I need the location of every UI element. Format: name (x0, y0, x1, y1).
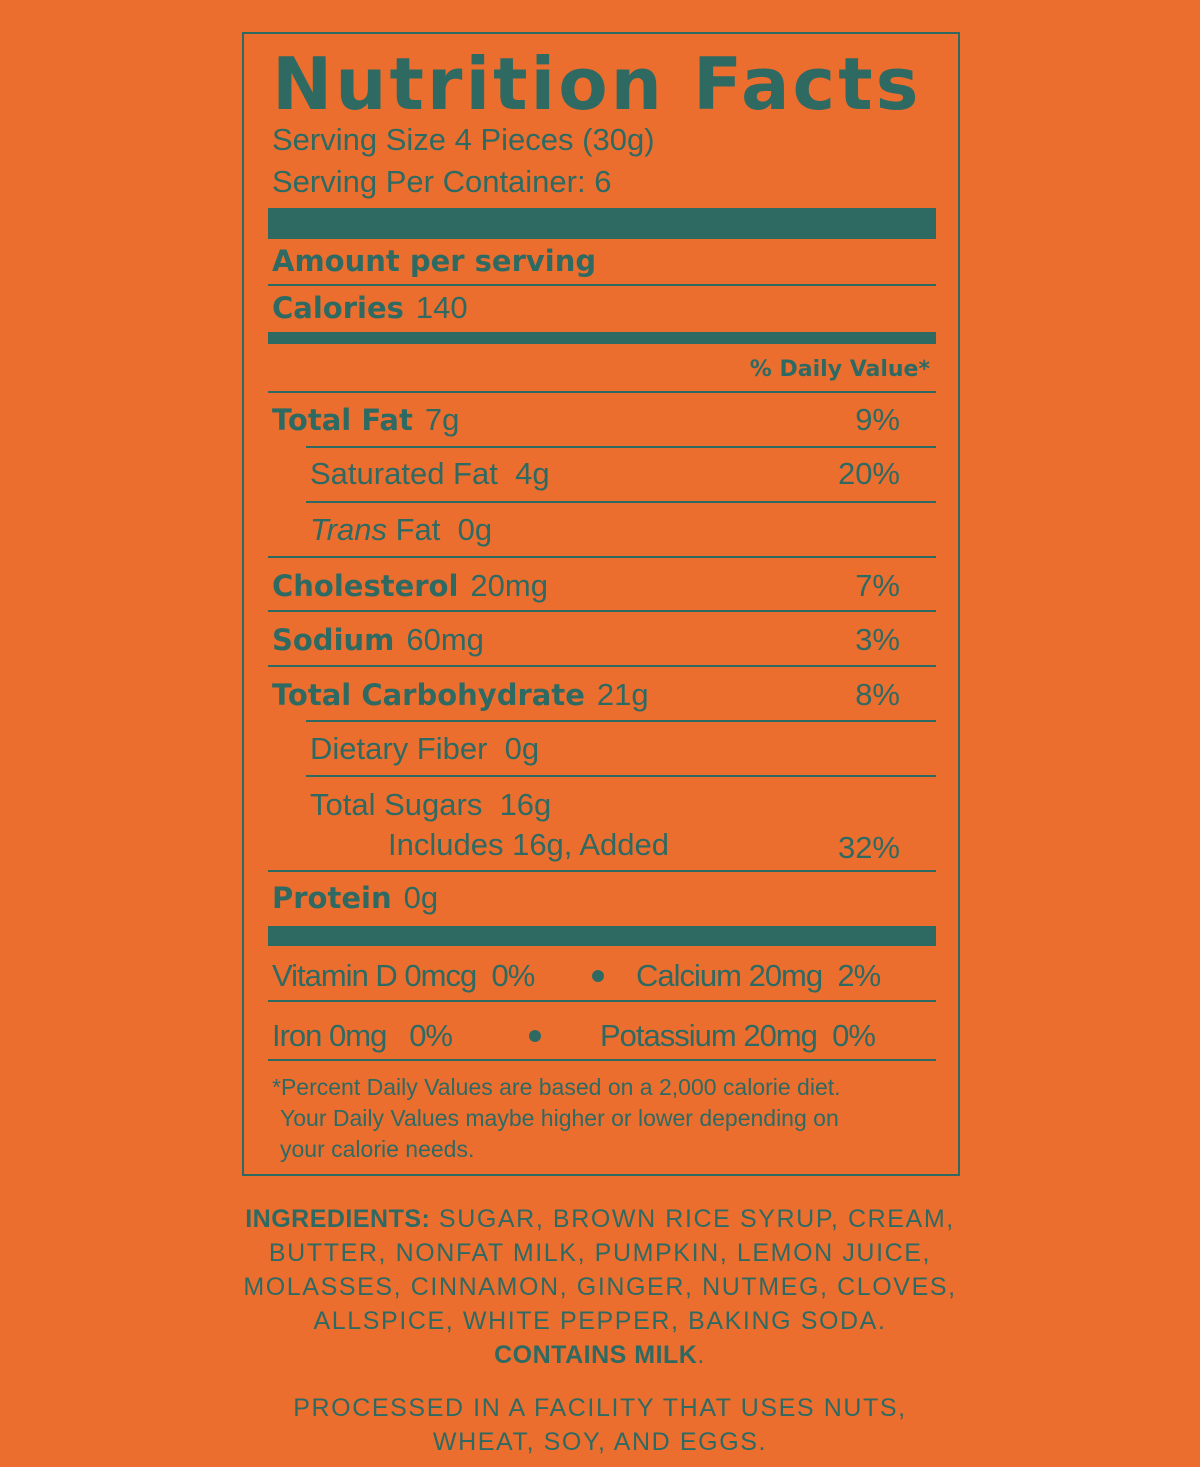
ingredients-line: MOLASSES, CINNAMON, GINGER, NUTMEG, CLOVES, (243, 1273, 957, 1301)
dietary-fiber-label: Dietary Fiber (310, 731, 488, 766)
added-sugars-dv: 32% (837, 830, 900, 865)
total-carbohydrate-label: Total Carbohydrate (272, 678, 585, 712)
calories-row (272, 290, 468, 326)
vitamin-d-dv: 0% (491, 958, 535, 993)
cholesterol-label: Cholesterol (272, 569, 459, 603)
cholesterol-dv: 7% (855, 568, 900, 603)
servings-per-container: Serving Per Container: 6 (272, 164, 612, 199)
total-fat-dv: 9% (855, 402, 900, 437)
sodium-dv: 3% (855, 622, 900, 657)
saturated-fat-label: Saturated Fat (310, 456, 498, 491)
amount-per-serving-row (272, 243, 608, 279)
added-sugars-row (388, 827, 669, 863)
divider (268, 610, 936, 612)
divider (268, 1000, 936, 1002)
total-sugars-amount: 16g (499, 787, 552, 822)
sodium-amount: 60mg (406, 622, 484, 657)
protein-amount: 0g (403, 880, 439, 915)
saturated-fat-amount: 4g (515, 456, 550, 491)
daily-value-footnote (272, 1072, 942, 1165)
divider (268, 1059, 936, 1061)
divider (268, 556, 936, 558)
vitamin-d-label: Vitamin D 0mcg (272, 958, 477, 993)
sodium-row (272, 622, 484, 658)
trans-fat-label: Fat (395, 512, 441, 547)
footnote-line: Your Daily Values maybe higher or lower depending on (280, 1105, 839, 1131)
divider (268, 870, 936, 872)
total-fat-amount: 7g (424, 402, 460, 437)
nutrition-facts-title: Nutrition Facts (272, 42, 922, 126)
bullet-dot (529, 1030, 541, 1042)
calcium-dv: 2% (837, 958, 881, 993)
divider (306, 501, 936, 503)
total-fat-label: Total Fat (272, 403, 413, 437)
ingredients-list (0, 1202, 1200, 1372)
trans-fat-row (310, 512, 492, 548)
calcium-label: Calcium 20mg (636, 958, 823, 993)
ingredients-line: BUTTER, NONFAT MILK, PUMPKIN, LEMON JUICE, (268, 1239, 932, 1267)
divider (268, 284, 936, 286)
vitamin-d-row (272, 958, 534, 994)
ingredients-text: SUGAR, BROWN RICE SYRUP, CREAM, (438, 1205, 955, 1233)
saturated-fat-dv: 20% (837, 456, 900, 491)
amount-per-serving-label: Amount per serving (272, 244, 597, 278)
trans-fat-amount: 0g (457, 512, 493, 547)
potassium-row (600, 1018, 875, 1054)
serving-size: Serving Size 4 Pieces (30g) (272, 122, 655, 157)
calories-value: 140 (415, 290, 468, 325)
daily-value-header: % Daily Value* (749, 357, 930, 382)
ingredients-line: ALLSPICE, WHITE PEPPER, BAKING SODA. (313, 1307, 887, 1335)
total-fat-row (272, 402, 459, 438)
divider (306, 446, 936, 448)
potassium-dv: 0% (832, 1018, 875, 1053)
footnote-line: *Percent Daily Values are based on a 2,000 calorie diet. (272, 1074, 841, 1100)
iron-row (272, 1018, 452, 1054)
total-sugars-row (310, 787, 551, 823)
footnote-line: your calorie needs. (280, 1136, 475, 1162)
medium-divider (268, 332, 936, 344)
sodium-label: Sodium (272, 623, 395, 657)
dietary-fiber-amount: 0g (504, 731, 540, 766)
protein-label: Protein (272, 881, 392, 915)
thick-divider-top (268, 208, 936, 239)
iron-dv: 0% (409, 1018, 452, 1053)
protein-row (272, 880, 438, 916)
potassium-label: Potassium 20mg (600, 1018, 817, 1053)
facility-line: PROCESSED IN A FACILITY THAT USES NUTS, (293, 1394, 907, 1422)
iron-label: Iron 0mg (272, 1018, 387, 1053)
total-carbohydrate-dv: 8% (855, 677, 900, 712)
contains-period: . (697, 1341, 706, 1369)
contains-milk: CONTAINS MILK (494, 1341, 698, 1369)
facility-line: WHEAT, SOY, AND EGGS. (432, 1428, 768, 1456)
calcium-row (636, 958, 880, 994)
bullet-dot (592, 970, 604, 982)
cholesterol-row (272, 568, 548, 604)
nutrition-facts-panel (242, 32, 960, 1176)
ingredients-line (0, 1202, 1200, 1236)
thick-divider-bottom (268, 926, 936, 946)
divider (268, 665, 936, 667)
ingredients-heading: INGREDIENTS: (245, 1205, 431, 1233)
calories-label: Calories (272, 291, 404, 325)
divider (268, 391, 936, 393)
total-carbohydrate-row (272, 677, 649, 713)
divider (306, 775, 936, 777)
saturated-fat-row (310, 456, 550, 492)
cholesterol-amount: 20mg (470, 568, 548, 603)
dietary-fiber-row (310, 731, 539, 767)
allergen-statement (0, 1338, 1200, 1372)
total-carbohydrate-amount: 21g (596, 677, 649, 712)
added-sugars-label: Includes 16g, Added (388, 827, 669, 862)
divider (306, 720, 936, 722)
total-sugars-label: Total Sugars (310, 787, 483, 822)
trans-fat-label-italic: Trans (310, 512, 387, 547)
facility-statement (0, 1391, 1200, 1459)
